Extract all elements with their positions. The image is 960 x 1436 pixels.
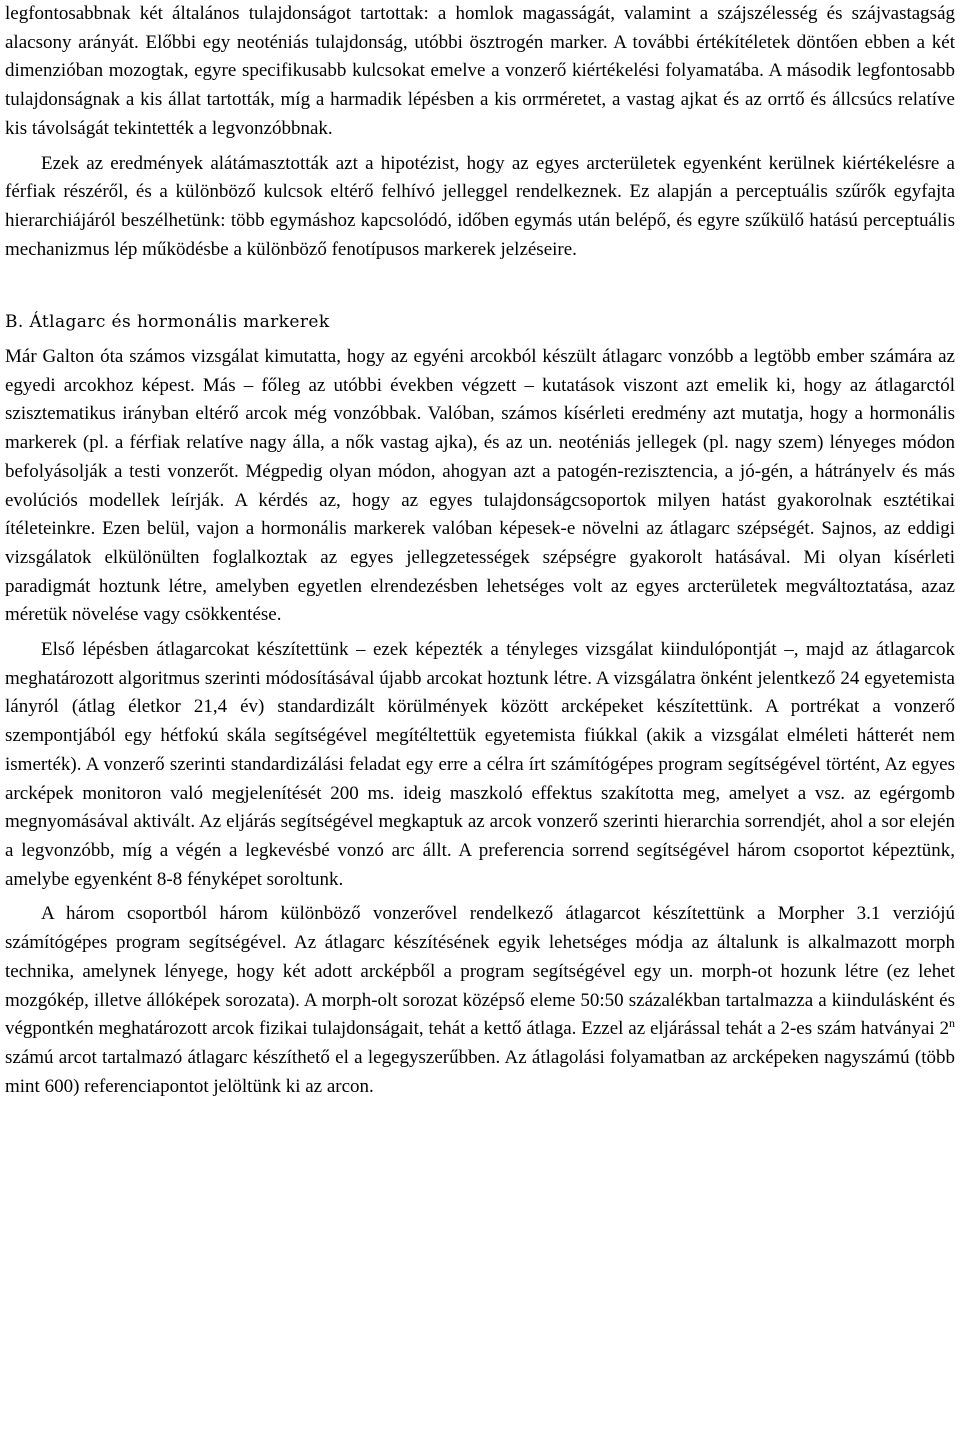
paragraph-5-text-b: számú arcot tartalmazó átlagarc készíthető el a legegyszerűbben. Az átlagolási folyamatban az arcképeken nagyszámú (több mint 600) referenciapontot jelöltünk ki az arcon. <box>5 1046 955 1097</box>
superscript-n: n <box>949 1016 955 1031</box>
paragraph-5 <box>5 900 955 1101</box>
paragraph-3: Már Galton óta számos vizsgálat kimutatta, hogy az egyéni arcokból készült átlagarc vonzóbb a legtöbb ember számára az egyedi arcokhoz képest. Más – főleg az utóbbi években végzett – kutatások viszont azt emelik ki, hogy az átlagarctól szisztematikus irányban eltérő arcok még vonzóbbak. Valóban, számos kísérleti eredmény azt mutatja, hogy a hormonális markerek (pl. a férfiak relatíve nagy álla, a nők vastag ajka), és az un. neoténiás jellegek (pl. nagy szem) lényeges módon befolyásolják a testi vonzerőt. Mégpedig olyan módon, ahogyan azt a patogén-rezisztencia, a jó-gén, a hátrányelv és más evolúciós modellek leírják. A kérdés az, hogy az egyes tulajdonságcsoportok milyen hatást gyakorolnak esztétikai ítéleteinkre. Ezen belül, vajon a hormonális markerek valóban képesek-e növelni az átlagarc szépségét. Sajnos, az eddigi vizsgálatok elkülönülten foglalkoztak az egyes jellegzetességek szépségre gyakorolt hatásával. Mi olyan kísérleti paradigmát hoztunk létre, amelyben egyetlen elrendezésben lehetséges volt az egyes arcterületek megváltoztatása, azaz méretük növelése vagy csökkentése. <box>5 346 955 626</box>
section-heading: B. Átlagarc és hormonális markerek <box>5 312 330 333</box>
paragraph-1: legfontosabbnak két általános tulajdonságot tartottak: a homlok magasságát, valamint a szájszélesség és szájvastagság alacsony arányát. Előbbi egy neoténiás tulajdonság, utóbbi ösztrogén marker. A további értékítéletek döntően ebben a két dimenzióban mozogtak, egyre specifikusabb kulcsokat emelve a vonzerő kiértékelési folyamatába. A második legfontosabb tulajdonságnak a kis állat tartották, míg a harmadik lépésben a kis orrméretet, a vastag ajkat és az orrtő és állcsúcs relatíve kis távolságát tekintették a legvonzóbbnak. <box>5 3 955 139</box>
spacer <box>5 264 955 308</box>
document-page <box>5 0 955 1101</box>
paragraph-4: Első lépésben átlagarcokat készítettünk – ezek képezték a tényleges vizsgálat kiindulópontját –, majd az átlagarcok meghatározott algoritmus szerinti módosításával újabb arcokat hoztunk létre. A vizsgálatra önként jelentkező 24 egyetemista lányról (átlag életkor 21,4 év) standardizált körülmények között arcképeket készítettünk. A portrékat a vonzerő szempontjából egy hétfokú skála segítségével megítéltettük egyetemista fiúkkal (akik a vizsgálat elméleti hátterét nem ismerték). A vonzerő szerinti standardizálási feladat egy erre a célra írt számítógépes program segítségével történt, Az egyes arcképek monitoron való megjelenítését 200 ms. ideig maszkoló effektus szakította meg, amelyet a vsz. az egérgomb megnyomásával aktivált. Az eljárás segítségével megkaptuk az arcok vonzerő szerinti hierarchia sorrendjét, ahol a sor elején a legvonzóbb, míg a végén a legkevésbé vonzó arc állt. A preferencia sorrend segítségével három csoportot képeztünk, amelybe egyenként 8-8 fényképet soroltunk. <box>5 639 955 890</box>
paragraph-2: Ezek az eredmények alátámasztották azt a hipotézist, hogy az egyes arcterületek egyenként kerülnek kiértékelésre a férfiak részéről, és a különböző kulcsok eltérő felhívó jelleggel rendelkeznek. Ez alapján a perceptuális szűrők egyfajta hierarchiájáról beszélhetünk: több egymáshoz kapcsolódó, időben egymás után belépő, és egyre szűkülő hatású perceptuális mechanizmus lép működésbe a különböző fenotípusos markerek jelzéseire. <box>5 152 955 260</box>
paragraph-5-text-a: A három csoportból három különböző vonzerővel rendelkező átlagarcot készítettünk a Morpher 3.1 verziójú számítógépes program segítségével. Az átlagarc készítésének egyik lehetséges módja az általunk is alkalmazott morph technika, amelynek lényege, hogy két adott arcképből a program segítségével egy un. morph-ot hozunk létre (ez lehet mozgókép, illetve állóképek sorozata). A morph-olt sorozat középső eleme 50:50 százalékban tartalmazza a kiindulásként és végpontkén meghatározott arcok fizikai tulajdonságait, tehát a kettő átlaga. Ezzel az eljárással tehát a 2-es szám hatványai 2 <box>5 903 955 1040</box>
